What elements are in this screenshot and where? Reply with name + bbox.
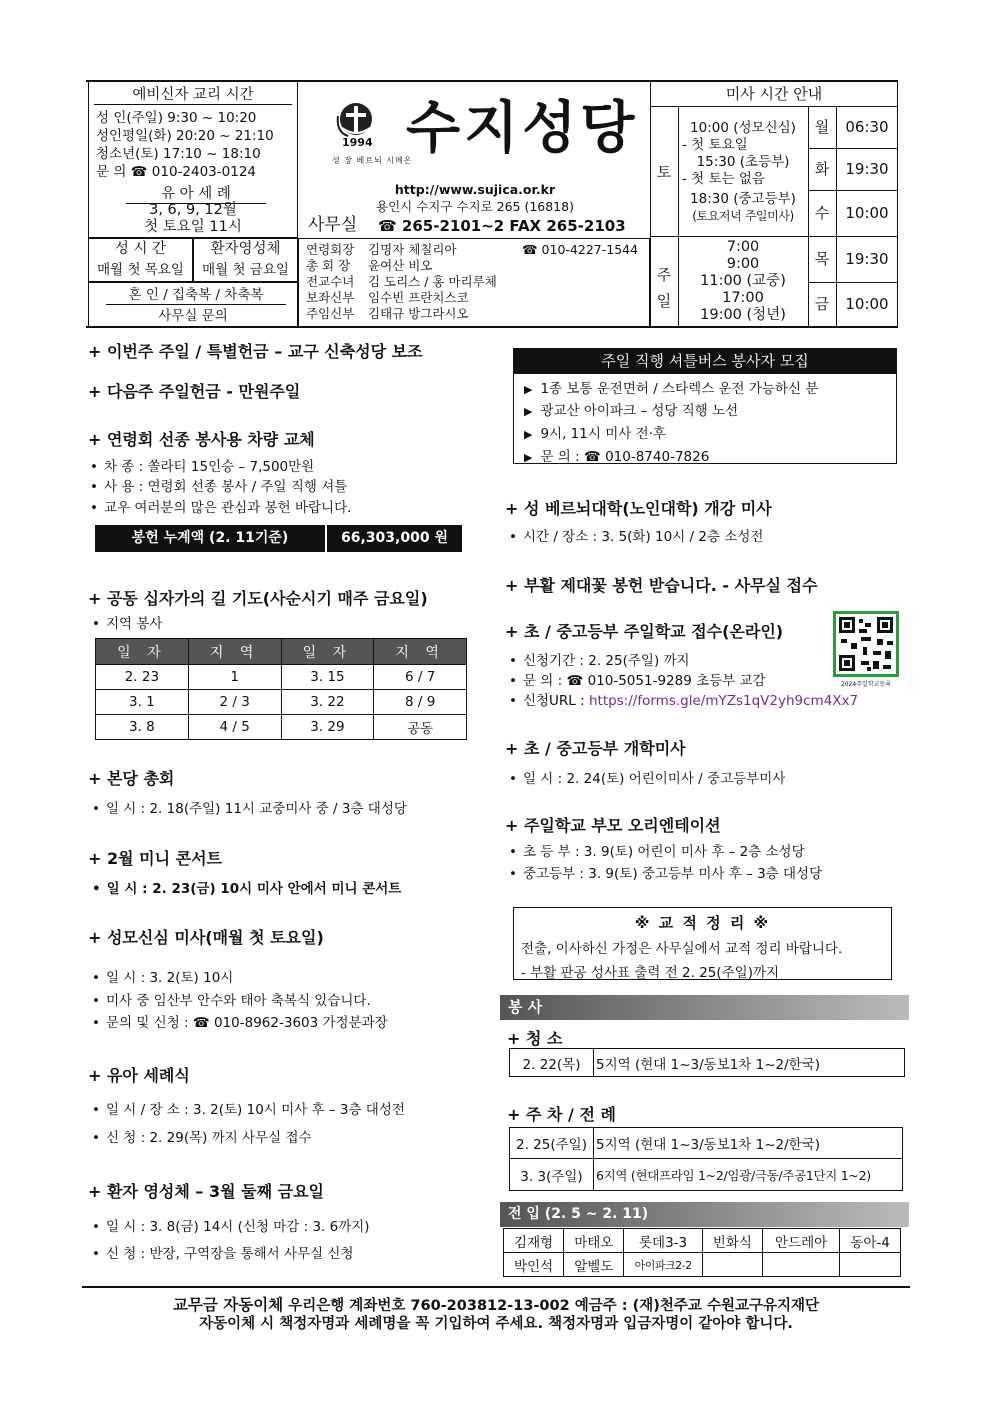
saturday-mass-note: - 첫 토는 없음 (682, 171, 765, 187)
bulletin-header (86, 80, 898, 328)
triangle-bullet-icon: ▶ (524, 383, 533, 396)
weekday-time: 10:00 (845, 295, 889, 313)
marian-line: • 일 시 : 3. 2(토) 10시 (92, 966, 233, 986)
infant-baptism-line: 3, 6, 9, 12월 (149, 202, 237, 218)
records-title: ※ 교 적 정 리 ※ (634, 914, 771, 932)
senior-college-line: • 시간 / 장소 : 3. 5(화) 10시 / 2층 소성전 (509, 525, 763, 545)
saturday-mass-time: 18:30 (중고등부) (690, 191, 796, 207)
table-cell: 아이파크2-2 (624, 1253, 702, 1277)
notice-vehicle: + 연령회 선종 봉사용 차량 교체 (88, 430, 315, 449)
sunday-school-line (509, 689, 858, 709)
shuttle-line (524, 422, 666, 442)
saturday-mass-note: - 첫 토요일 (682, 137, 748, 153)
notice-special-offering: + 이번주 주일 / 특별헌금 – 교구 신축성당 보조 (88, 342, 423, 361)
marian-line: • 미사 중 임산부 안수와 태아 축복식 있습니다. (92, 989, 371, 1009)
staff-role: 주임신부 (306, 306, 355, 321)
table-cell: 3. 1 (96, 690, 189, 715)
table-cell: 박인석 (504, 1253, 564, 1277)
vehicle-line: • 교우 여러분의 많은 관심과 봉헌 바랍니다. (90, 496, 351, 516)
qr-caption: 2024주일학교등록 (840, 681, 892, 688)
move-in-table (503, 1228, 901, 1277)
notice-way-of-cross: + 공동 십자가의 길 기도(사순시기 매주 금요일) (88, 589, 428, 608)
notice-mini-concert: + 2월 미니 콘서트 (88, 849, 222, 868)
table-row (504, 1229, 901, 1253)
url-label: 신청URL : (522, 693, 589, 709)
weekday-label: 금 (814, 295, 830, 313)
baptism-line: • 일 시 / 장 소 : 3. 2(토) 10시 미사 후 – 3층 대성전 (92, 1098, 405, 1118)
infant-baptism-title: 유 아 세 례 (126, 185, 266, 204)
office-phone: ☎ 265-2101~2 FAX 265-2103 (378, 217, 626, 235)
table-cell (762, 1253, 839, 1277)
shuttle-text: 문 의 : ☎ 010-8740-7826 (540, 449, 710, 465)
table-cell: 4 / 5 (188, 715, 281, 740)
table-cell: 마태오 (564, 1229, 624, 1253)
table-row (504, 1253, 901, 1277)
catechism-title: 예비신자 교리 시간 (94, 86, 292, 105)
notice-infant-baptism: + 유아 세례식 (88, 1066, 190, 1085)
table-cell: 3. 29 (281, 715, 374, 740)
cleaning-title: + 청 소 (507, 1029, 563, 1048)
infant-baptism-line: 첫 토요일 11시 (144, 219, 242, 235)
table-cell: 김재형 (504, 1229, 564, 1253)
shuttle-text: 광교산 아이파크 – 성당 직행 노선 (540, 403, 739, 419)
sick-line: • 신 청 : 반장, 구역장을 통해서 사무실 신청 (92, 1242, 354, 1262)
sunday-school-line: • 문 의 : ☎ 010-5051-9289 초등부 교감 (509, 669, 766, 689)
move-in-bar: 전 입 (2. 5 ~ 2. 11) (500, 1202, 909, 1227)
catechism-line: 문 의 ☎ 010-2403-0124 (96, 164, 256, 180)
parking-liturgy-title: + 주 차 / 전 례 (507, 1105, 616, 1124)
table-cell: 안드레아 (762, 1229, 839, 1253)
sick-communion-value: 매월 첫 금요일 (202, 262, 289, 278)
sunday-mass-time: 9:00 (726, 256, 760, 272)
notice-easter-flowers: + 부활 제대꽃 봉헌 받습니다. - 사무실 접수 (505, 576, 818, 595)
table-header: 지 역 (188, 639, 281, 665)
table-cell (840, 1253, 901, 1277)
way-of-cross-sub: • 지역 봉사 (92, 612, 162, 632)
parish-name: 수지성당 (406, 96, 639, 161)
footer-divider (82, 1286, 910, 1288)
table-cell: 1 (188, 665, 281, 690)
sunday-mass-time: 17:00 (722, 290, 764, 306)
notice-general-assembly: + 본당 총회 (88, 769, 175, 788)
table-cell: 2. 25(주일) (510, 1128, 594, 1159)
sunday-mass-time: 11:00 (교중) (700, 273, 786, 289)
table-row (510, 1159, 903, 1191)
marian-line: • 문의 및 신청 : ☎ 010-8962-3603 가정분과장 (92, 1011, 388, 1031)
parking-liturgy-table (509, 1127, 903, 1191)
shuttle-text: 9시, 11시 미사 전·후 (540, 426, 666, 442)
notice-school-opening-mass: + 초 / 중고등부 개학미사 (505, 739, 686, 758)
table-row (510, 1128, 903, 1159)
records-line: - 부활 판공 성사표 출력 전 2. 25(주일)까지 (521, 965, 780, 981)
sick-line: • 일 시 : 3. 8(금) 14시 (신청 마감 : 3. 6까지) (92, 1215, 370, 1235)
staff-name: 임수빈 프란치스코 (368, 290, 469, 305)
auto-transfer-label: 교무금 자동이체 (172, 1296, 284, 1314)
saturday-mass-note: (토요저녁 주일미사) (692, 209, 794, 223)
saturday-mass-time: 15:30 (초등부) (696, 154, 790, 170)
staff-role: 전교수녀 (306, 274, 355, 289)
holy-hour-value: 매월 첫 목요일 (97, 262, 184, 278)
vehicle-line: • 차 종 : 쏠라티 15인승 – 7,500만원 (90, 455, 314, 475)
weekday-label: 목 (814, 250, 830, 268)
sunday-school-line: • 신청기간 : 2. 25(주일) 까지 (509, 649, 690, 669)
staff-name: 윤여산 비오 (368, 258, 433, 273)
weekday-time: 19:30 (845, 250, 889, 268)
weekday-label: 화 (814, 160, 830, 178)
marriage-title: 혼 인 / 집축복 / 차축복 (106, 286, 286, 305)
assembly-line: • 일 시 : 2. 18(주일) 11시 교중미사 중 / 3층 대성당 (92, 797, 407, 817)
table-cell: 3. 15 (281, 665, 374, 690)
staff-role: 연령회장 (306, 242, 355, 257)
footer-line-2: 자동이체 시 책정자명과 세례명을 꼭 기입하여 주세요. 책정자명과 입금자명이 같아야 합니다. (199, 1316, 793, 1332)
table-cell: 롯데3-3 (624, 1229, 702, 1253)
catechism-line: 청소년(토) 17:10 ~ 18:10 (96, 146, 261, 162)
shuttle-line (524, 377, 818, 397)
table-header: 일 자 (96, 639, 189, 665)
records-line: 전출, 이사하신 가정은 사무실에서 교적 정리 바랍니다. (521, 941, 843, 957)
donation-label: 봉헌 누계액 (2. 11기준) (95, 525, 325, 552)
shuttle-text: 1종 보통 운전면허 / 스타렉스 운전 가능하신 분 (540, 381, 819, 397)
shuttle-line (524, 445, 709, 465)
table-cell: 알벨도 (564, 1253, 624, 1277)
sunday-mass-time: 19:00 (청년) (700, 307, 786, 323)
triangle-bullet-icon: ▶ (524, 405, 533, 418)
table-cell: 5지역 (현대 1~3/동보1차 1~2/한국) (594, 1128, 903, 1159)
concert-line: • 일 시 : 2. 23(금) 10시 미사 안에서 미니 콘서트 (92, 877, 401, 897)
table-cell: 3. 3(주일) (510, 1159, 594, 1191)
opening-mass-line: • 일 시 : 2. 24(토) 어린이미사 / 중고등부미사 (509, 767, 785, 787)
notice-sick-communion: + 환자 영성체 – 3월 둘째 금요일 (88, 1182, 324, 1201)
table-row (96, 690, 467, 715)
weekday-label: 월 (814, 118, 830, 136)
sick-communion-title: 환자영성체 (210, 241, 281, 257)
account-info: 우리은행 계좌번호 760-203812-13-002 예금주 : (재)천주교 수원교구유지재단 (288, 1298, 820, 1314)
table-cell: 2 / 3 (188, 690, 281, 715)
marriage-value: 사무실 문의 (158, 308, 228, 324)
table-header: 일 자 (281, 639, 374, 665)
cleaning-table (509, 1048, 905, 1077)
logo-year: 1994 (342, 136, 373, 149)
weekday-label: 수 (814, 204, 830, 222)
staff-name: 김명자 체칠리아 (368, 242, 457, 257)
table-row (510, 1049, 905, 1077)
triangle-bullet-icon: ▶ (524, 428, 533, 441)
office-label: 사무실 (308, 215, 358, 235)
shuttle-title: 주일 직행 셔틀버스 봉사자 모집 (513, 348, 897, 374)
donation-value: 66,303,000 원 (327, 525, 462, 552)
table-header: 지 역 (374, 639, 467, 665)
weekday-time: 19:30 (845, 160, 889, 178)
saturday-mass-time: 10:00 (성모신심) (690, 120, 796, 136)
staff-phone: ☎ 010-4227-1544 (522, 242, 639, 257)
staff-role: 보좌신부 (306, 290, 355, 305)
registration-url-link[interactable]: https://forms.gle/mYZs1qV2yh9cm4Xx7 (588, 693, 859, 709)
service-bar: 봉 사 (500, 995, 909, 1020)
staff-name: 김태규 방그라시오 (368, 306, 469, 321)
table-cell: 3. 22 (281, 690, 374, 715)
saturday-label: 토 (656, 163, 672, 181)
website-link[interactable]: http://www.sujica.or.kr (394, 182, 556, 197)
address: 용인시 수지구 수지로 265 (16818) (376, 199, 574, 214)
baptism-line: • 신 청 : 2. 29(목) 까지 사무실 접수 (92, 1126, 312, 1146)
weekday-time: 10:00 (845, 204, 889, 222)
orientation-line: • 초 등 부 : 3. 9(토) 어린이 미사 후 – 2층 소성당 (509, 840, 805, 860)
table-cell: 2. 23 (96, 665, 189, 690)
table-cell: 2. 22(목) (510, 1049, 594, 1077)
table-cell: 6 / 7 (374, 665, 467, 690)
table-cell: 동아-4 (840, 1229, 901, 1253)
orientation-line: • 중고등부 : 3. 9(토) 중고등부 미사 후 – 3층 대성당 (509, 862, 822, 882)
table-row (96, 665, 467, 690)
table-cell: 6지역 (현대프라임 1~2/임광/극동/주공1단지 1~2) (594, 1159, 903, 1191)
notice-marian-mass: + 성모신심 미사(매월 첫 토요일) (88, 928, 324, 947)
triangle-bullet-icon: ▶ (524, 451, 533, 464)
qr-code-icon[interactable] (833, 611, 899, 677)
table-cell: 3. 8 (96, 715, 189, 740)
notice-parent-orientation: + 주일학교 부모 오리엔테이션 (505, 816, 721, 835)
table-cell: 8 / 9 (374, 690, 467, 715)
table-cell: 공동 (374, 715, 467, 740)
catechism-line: 성인평일(화) 20:20 ~ 21:10 (96, 128, 274, 144)
vehicle-line: • 사 용 : 연령회 선종 봉사 / 주일 직행 셔틀 (90, 475, 347, 495)
way-of-cross-table (95, 638, 467, 740)
catechism-line: 성 인(주일) 9:30 ~ 10:20 (96, 110, 257, 126)
holy-hour-title: 성 시 간 (114, 241, 167, 257)
weekday-time: 06:30 (845, 118, 889, 136)
table-cell (702, 1253, 762, 1277)
staff-role: 총 회 장 (306, 258, 351, 273)
sunday-mass-time: 7:00 (726, 239, 760, 255)
notice-senior-college: + 성 베르뇌대학(노인대학) 개강 미사 (505, 499, 772, 518)
table-cell: 빈화식 (702, 1229, 762, 1253)
notice-next-offering: + 다음주 주일헌금 - 만원주일 (88, 382, 301, 401)
mass-times-title: 미사 시간 안내 (725, 85, 823, 103)
logo-caption: 성 장 베르뇌 시메온 (332, 156, 413, 165)
table-row (96, 715, 467, 740)
sunday-label: 주일 (656, 266, 672, 310)
notice-sunday-school: + 초 / 중고등부 주일학교 접수(온라인) (505, 622, 784, 641)
table-cell: 5지역 (현대 1~3/동보1차 1~2/한국) (594, 1049, 905, 1077)
staff-name: 김 도리스 / 홍 마리루체 (368, 274, 497, 289)
shuttle-line (524, 399, 738, 419)
